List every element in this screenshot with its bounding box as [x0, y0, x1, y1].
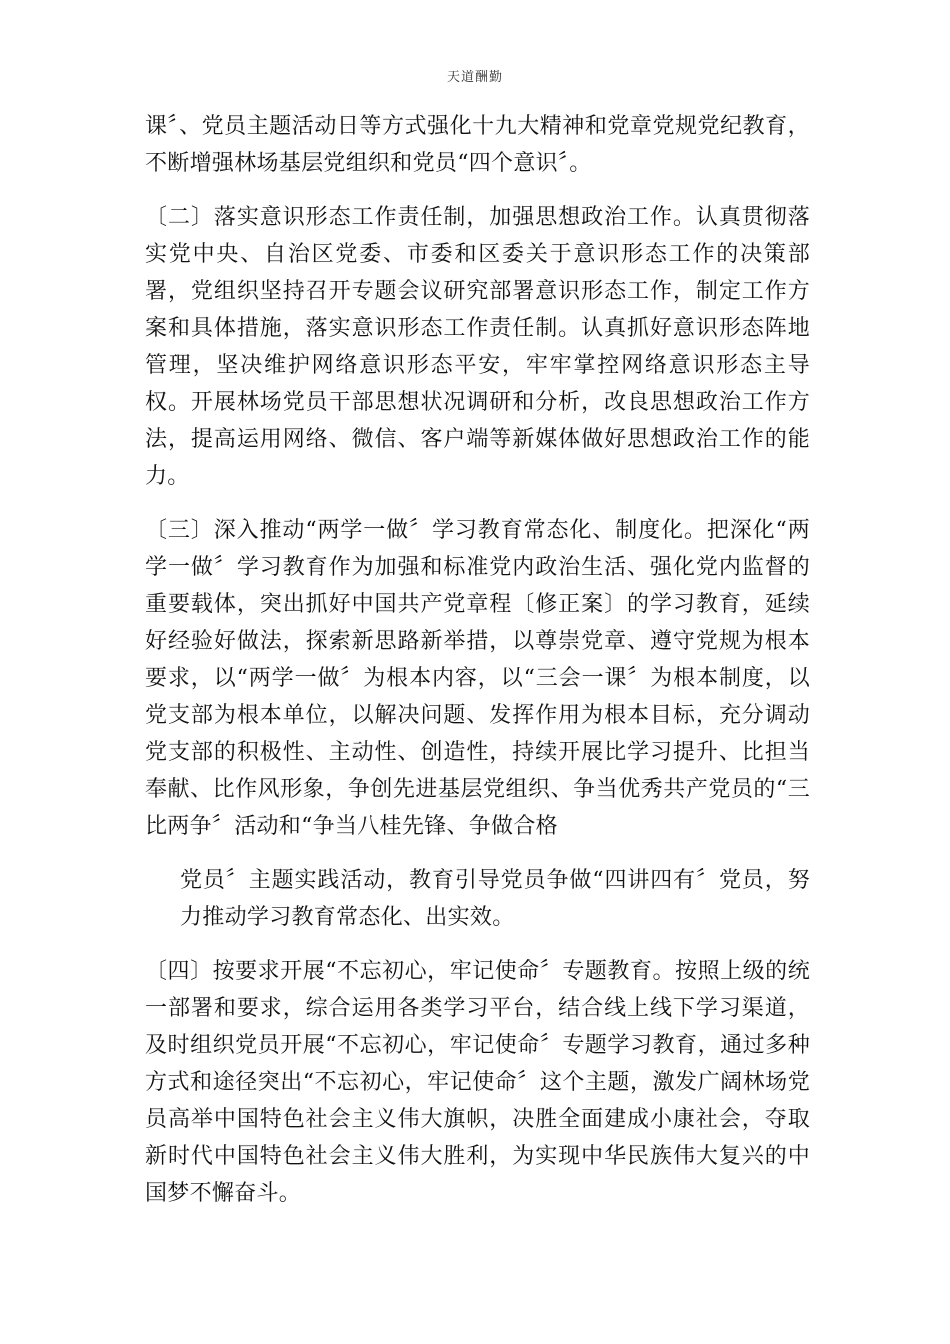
paragraph-section-3-continued: 党员〞主题实践活动，教育引导党员争做“四讲四有〞党员，努力推动学习教育常态化、出实效。 [180, 868, 810, 930]
paragraph-continuation: 课〞、党员主题活动日等方式强化十九大精神和党章党规党纪教育，不断增强林场基层党组织和党员“四个意识〞。 [145, 114, 810, 176]
page-header: 天道酬勤 [446, 70, 503, 85]
paragraph-section-2: 〔二〕落实意识形态工作责任制，加强思想政治工作。认真贯彻落实党中央、自治区党委、市委和区委关于意识形态工作的决策部署，党组织坚持召开专题会议研究部署意识形态工作，制定工作方案和具体措施，落实意识形态工作责任制。认真抓好意识形态阵地管理，坚决维护网络意识形态平安，牢牢掌控网络意识形态主导权。开展林场党员干部思想状况调研和分析，改良思想政治工作方法，提高运用网络、微信、客户端等新媒体做好思想政治工作的能力。 [145, 205, 810, 489]
document-body [145, 108, 810, 1212]
paragraph-section-3: 〔三〕深入推动“两学一做〞学习教育常态化、制度化。把深化“两学一做〞学习教育作为加强和标准党内政治生活、强化党内监督的重要载体，突出抓好中国共产党章程〔修正案〕的学习教育，延续好经验好做法，探索新思路新举措，以尊崇党章、遵守党规为根本要求，以“两学一做〞为根本内容，以“三会一课〞为根本制度，以党支部为根本单位，以解决问题、发挥作用为根本目标，充分调动党支部的积极性、主动性、创造性，持续开展比学习提升、比担当奉献、比作风形象，争创先进基层党组织、争当优秀共产党员的“三比两争〞活动和“争当八桂先锋、争做合格 [145, 518, 810, 839]
paragraph-section-4: 〔四〕按要求开展“不忘初心，牢记使命〞专题教育。按照上级的统一部署和要求，综合运用各类学习平台，结合线上线下学习渠道，及时组织党员开展“不忘初心，牢记使命〞专题学习教育，通过多种方式和途径突出“不忘初心，牢记使命〞这个主题，激发广阔林场党员高举中国特色社会主义伟大旗帜，决胜全面建成小康社会，夺取新时代中国特色社会主义伟大胜利，为实现中华民族伟大复兴的中国梦不懈奋斗。 [145, 959, 810, 1206]
